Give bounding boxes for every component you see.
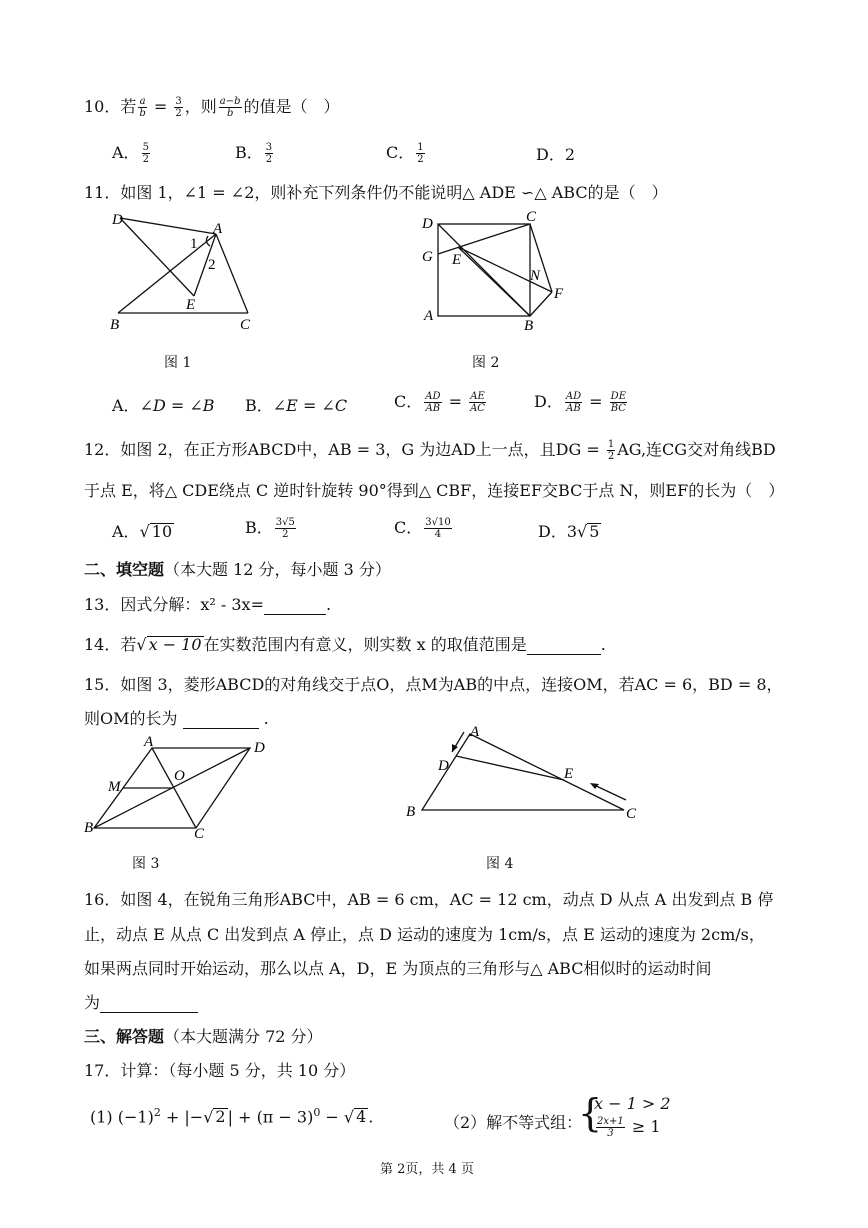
q11-option-c: C． $\frac{AD}{AB}$ = $\frac{AE}{AC}$ — [394, 391, 485, 414]
q15-line-2: 则OM的长为 . — [84, 709, 269, 728]
fig3-label-b: B — [84, 820, 94, 836]
q10-option-b: B． $\frac{3}{2}$ — [235, 142, 273, 165]
fig2-label-g: G — [422, 249, 433, 265]
q17-part-2-label: （2）解不等式组： — [444, 1113, 583, 1132]
q10-option-c: C． $\frac{1}{2}$ — [386, 142, 424, 165]
q10-option-a: A． $\frac{5}{2}$ — [112, 142, 149, 165]
fig1-label-c: C — [240, 317, 251, 332]
fig3-label-c: C — [194, 826, 205, 842]
q17-inequality-1: x − 1 > 2 — [594, 1094, 671, 1113]
fig2-label-e: E — [452, 252, 462, 268]
q16-line-3: 如果两点同时开始运动，那么以点 A，D，E 为顶点的三角形与△ ABC相似时的运动时间 — [84, 959, 712, 978]
q11-stem: 11．如图 1，∠1 = ∠2，则补充下列条件仍不能说明△ ADE ∽△ ABC的是（ ） — [84, 183, 668, 202]
q16-line-2: 止，动点 E 从点 C 出发到点 A 停止，点 D 运动的速度为 1cm/s，点 E 运动的速度为 2cm/s， — [84, 925, 765, 944]
section-2-heading: 二、填空题（本大题 12 分，每小题 3 分） — [84, 560, 391, 579]
q11-option-d: D． $\frac{AD}{AB}$ = $\frac{DE}{BC}$ — [534, 391, 626, 414]
fig4-label-b: B — [406, 804, 416, 820]
system-brace: { — [578, 1091, 603, 1135]
q17-inequality-2: $\frac{2x+1}{3}$ ≥ 1 — [597, 1116, 661, 1139]
fig1-label-b: B — [110, 317, 120, 332]
q16-line-1: 16．如图 4，在锐角三角形ABC中，AB = 6 cm，AC = 12 cm，动点 D 从点 A 出发到点 B 停 — [84, 890, 774, 909]
fig2-label-c: C — [526, 209, 537, 225]
q15-line-1: 15．如图 3，菱形ABCD的对角线交于点O，点M为AB的中点，连接OM，若AC = 6，BD = 8， — [84, 675, 783, 694]
q15-answer-blank[interactable] — [183, 714, 259, 729]
q12-line-2: 于点 E，将△ CDE绕点 C 逆时针旋转 90°得到△ CBF，连接EF交BC于点 N，则EF的长为（ ） — [84, 481, 785, 500]
q12-line-1: 12．如图 2，在正方形ABCD中，AB = 3，G 为边AD上一点，且DG = $\frac{1}{2}$ AG,连CG交对角线BD — [84, 439, 776, 462]
fig2-label-a: A — [424, 308, 434, 324]
figure-2-caption: 图 2 — [472, 355, 500, 371]
q11-option-b: B．∠E = ∠C — [245, 396, 348, 415]
q12-option-c: C． $\frac{3√10}{4}$ — [394, 517, 451, 540]
q12-option-b: B． $\frac{3√5}{2}$ — [245, 517, 295, 540]
q10-option-d: D．2 — [536, 145, 576, 164]
page-footer: 第 2页，共 4 页 — [380, 1162, 474, 1177]
figure-1-caption: 图 1 — [164, 355, 192, 371]
q13: 13．因式分解：x² - 3x= . — [84, 595, 332, 614]
fig1-label-d: D — [112, 212, 123, 228]
figure-3-caption: 图 3 — [132, 856, 160, 872]
figure-1 — [100, 206, 270, 332]
fig4-label-e: E — [564, 766, 574, 782]
fig2-label-n: N — [530, 268, 541, 284]
figure-2 — [418, 206, 578, 336]
fig1-label-1: 1 — [190, 236, 198, 252]
q16-answer-blank[interactable] — [100, 998, 198, 1013]
fig3-label-o: O — [174, 768, 185, 784]
fig4-label-d: D — [438, 758, 449, 774]
fig2-label-d: D — [422, 216, 433, 232]
q17-part-1: (1) $(-1)^2$ + |−√ 2 | + $(\pi - 3)^0$ − √ 4 . — [90, 1106, 374, 1127]
q14: 14．若√ x − 10 在实数范围内有意义，则实数 x 的取值范围是 . — [84, 635, 606, 654]
q17-title: 17．计算：（每小题 5 分，共 10 分） — [84, 1061, 356, 1080]
fig2-label-b: B — [524, 318, 534, 334]
fig3-label-d: D — [254, 740, 265, 756]
q14-answer-blank[interactable] — [527, 640, 601, 655]
fig1-label-2: 2 — [208, 257, 216, 273]
fig3-label-a: A — [144, 734, 154, 750]
q10-stem: 10．若 $\frac{a}{b}$ = $\frac{3}{2}$ ，则 $\frac{a-b}{b}$ 的值是（ ） — [84, 96, 340, 119]
q16-line-4: 为 — [84, 990, 198, 1013]
figure-4 — [404, 722, 646, 828]
q12-option-a: A．√ 10 — [112, 522, 173, 541]
q13-answer-blank[interactable] — [264, 600, 326, 615]
fig3-label-m: M — [108, 779, 121, 795]
figure-3 — [82, 734, 282, 842]
fig4-label-c: C — [626, 806, 637, 822]
q11-option-a: A．∠D = ∠B — [112, 396, 215, 415]
fig1-label-a: A — [213, 221, 223, 237]
q12-option-d: D．3√ 5 — [538, 522, 600, 541]
fig1-label-e: E — [186, 297, 196, 313]
section-3-heading: 三、解答题（本大题满分 72 分） — [84, 1027, 323, 1046]
figure-4-caption: 图 4 — [486, 856, 514, 872]
fig2-label-f: F — [554, 286, 564, 302]
fig4-label-a: A — [470, 724, 480, 740]
